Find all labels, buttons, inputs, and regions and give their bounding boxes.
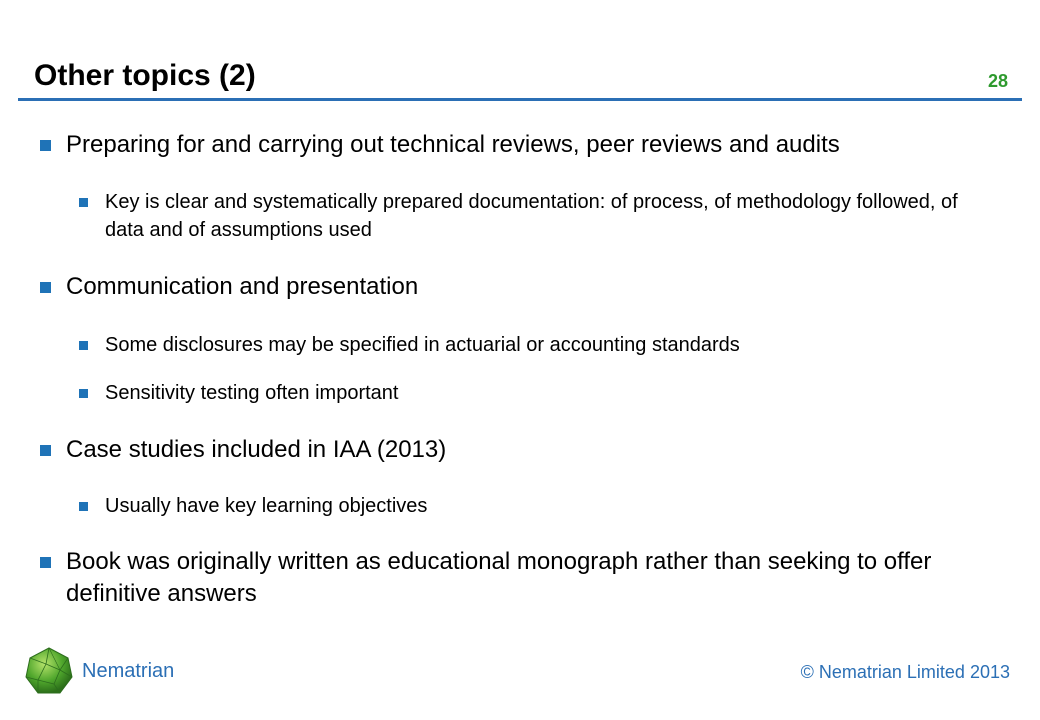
bullet-square-icon [79,341,88,350]
sub-bullet-item [79,331,979,359]
sub-bullet-text: Usually have key learning objectives [105,495,428,517]
sub-bullet-item [79,379,979,407]
bullet-item [40,129,1000,161]
sub-bullet-text: Some disclosures may be specified in actuarial or accounting standards [105,334,740,356]
slide-number: 28 [987,71,1008,91]
sub-bullet-item [79,188,979,244]
bullet-square-icon [40,557,51,568]
bullet-item [40,271,1000,303]
bullet-square-icon [79,389,88,398]
brand-name: Nematrian [82,660,175,682]
bullet-square-icon [40,282,51,293]
green-polyhedron-logo-icon [24,646,74,696]
bullet-text: Preparing for and carrying out technical reviews, peer reviews and audits [66,131,840,158]
bullet-square-icon [79,198,88,207]
bullet-square-icon [40,140,51,151]
copyright-notice: © Nematrian Limited 2013 [800,662,1010,682]
bullet-text: Communication and presentation [66,273,419,300]
bullet-text: Case studies included in IAA (2013) [66,436,447,463]
slide-title: Other topics (2) [34,59,256,92]
bullet-text: Book was originally written as educational monograph rather than seeking to offer definitive answers [66,548,932,607]
bullet-item [40,546,1000,610]
sub-bullet-item [79,492,979,520]
bullet-square-icon [79,502,88,511]
sub-bullet-text: Sensitivity testing often important [105,382,399,404]
sub-bullet-text: Key is clear and systematically prepared documentation: of process, of methodology followed, of data and of assumptions used [105,191,958,241]
bullet-item [40,434,1000,466]
bullet-square-icon [40,445,51,456]
